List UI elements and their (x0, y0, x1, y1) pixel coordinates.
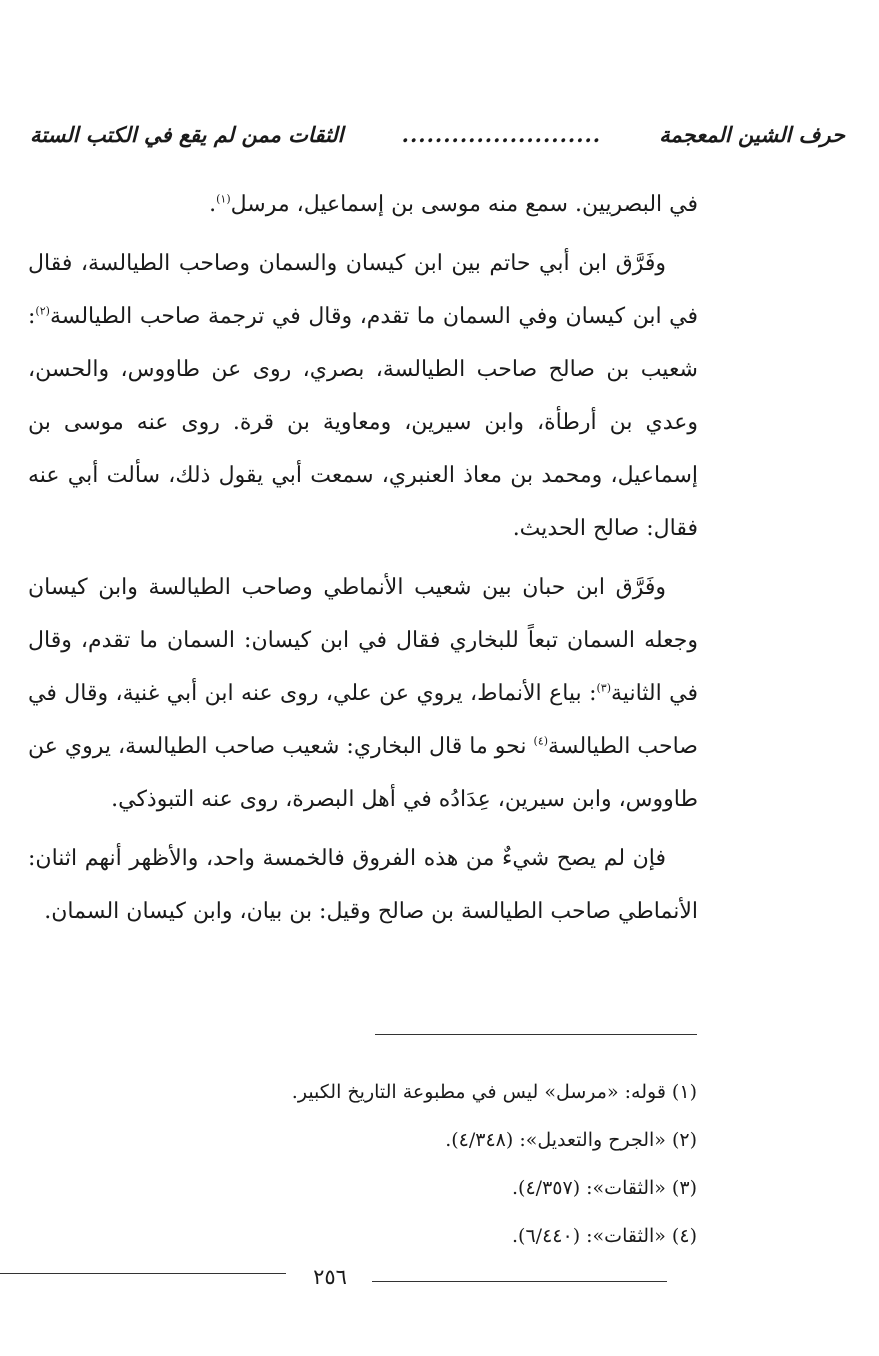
footnote-marker: (٣) (596, 681, 612, 695)
running-header (30, 122, 845, 147)
paragraph-text: نحو ما قال البخاري: شعيب صاحب الطيالسة، يروي عن طاووس، وابن سيرين، عِدَادُه في أهل البصرة، روى عنه التبوذكي. (28, 734, 698, 812)
footnote-separator (375, 1034, 697, 1035)
footnote-3: (٣) «الثقات»: (٤/٣٥٧). (512, 1177, 697, 1199)
paragraph-text: : شعيب بن صالح صاحب الطيالسة، بصري، روى عن طاووس، والحسن، وعدي بن أرطأة، وابن سيرين، ومعاوية بن قرة. روى عنه موسى بن إسماعيل، ومحمد بن معاذ العنبري، سمعت أبي يقول ذلك، سألت أبي عنه فقال: صالح الحديث. (28, 304, 698, 541)
paragraph-2 (28, 237, 698, 555)
paragraph-3 (28, 561, 698, 826)
bottom-rule-right (372, 1281, 667, 1282)
paragraph-1 (28, 178, 698, 231)
header-chapter-title: حرف الشين المعجمة (659, 122, 845, 147)
paragraph-text: في البصريين. سمع منه موسى بن إسماعيل، مرسل (230, 192, 698, 217)
header-book-title: الثقات ممن لم يقع في الكتب الستة (30, 122, 344, 147)
paragraph-text: . (209, 192, 217, 217)
paragraph-text: فإن لم يصح شيءٌ من هذه الفروق فالخمسة واحد، والأظهر أنهم اثنان: الأنماطي صاحب الطيالسة بن صالح وقيل: بن بيان، وابن كيسان السمان. (28, 846, 698, 924)
main-text (28, 178, 698, 938)
footnote-marker: (٢) (35, 304, 50, 318)
paragraph-text: : بياع الأنماط، يروي عن علي، روى عنه ابن أبي غنية، وقال في صاحب الطيالسة (28, 681, 698, 759)
footnotes (292, 1068, 697, 1260)
page-number: ٢٥٦ (313, 1265, 347, 1289)
bottom-rule-left (0, 1273, 286, 1274)
footnote-1: (١) قوله: «مرسل» ليس في مطبوعة التاريخ الكبير. (291, 1081, 697, 1103)
footnote-4: (٤) «الثقات»: (٦/٤٤٠). (512, 1225, 697, 1247)
header-dot-leader: ........................ (401, 122, 602, 147)
paragraph-4 (28, 832, 698, 938)
footnote-2: (٢) «الجرح والتعديل»: (٤/٣٤٨). (445, 1129, 697, 1151)
footnote-marker: (١) (216, 192, 231, 206)
footnote-marker: (٤) (533, 734, 549, 748)
paragraph-text: وفَرَّق ابن حبان بين شعيب الأنماطي وصاحب الطيالسة وابن كيسان وجعله السمان تبعاً للبخاري فقال في ابن كيسان: السمان ما تقدم، وقال في الثانية (28, 575, 699, 706)
paragraph-text: وفَرَّق ابن أبي حاتم بين ابن كيسان والسمان وصاحب الطيالسة، فقال في ابن كيسان وفي السمان ما تقدم، وقال في ترجمة صاحب الطيالسة (28, 251, 698, 329)
